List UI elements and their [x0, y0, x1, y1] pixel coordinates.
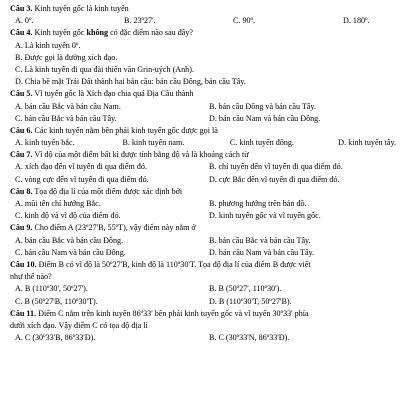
question-4-text-bold: không	[86, 28, 109, 38]
question-9-option-d[interactable]: D. bán cầu Nam và bán cầu Tây.	[209, 247, 315, 257]
question-10-option-d[interactable]: D. B (110º30'T, 50º27'B).	[209, 296, 292, 306]
question-4	[10, 27, 396, 39]
question-11	[10, 308, 396, 320]
question-6-option-b[interactable]: B. kinh tuyến nam.	[122, 138, 185, 148]
question-4-option-d[interactable]: D. Chia bề mặt Trái Đất thành hai bán cầu: bán cầu Đông, bán cầu Tây.	[15, 77, 246, 87]
question-10-options-row-1	[10, 283, 396, 295]
question-4-text-pre: Kinh tuyến gốc	[32, 28, 87, 38]
question-5-options-row-1	[10, 101, 396, 113]
question-10-label: Câu 10.	[10, 259, 37, 269]
question-7-options-row-2	[10, 174, 396, 186]
question-8-option-d[interactable]: D. kinh tuyến gốc và vĩ tuyến gốc.	[209, 211, 321, 221]
question-10	[10, 259, 396, 271]
question-11-option-a[interactable]: A. C (30º33'B, 86º33'Đ).	[15, 333, 96, 343]
question-3-option-c[interactable]: C. 90º.	[233, 16, 256, 26]
question-6-option-a[interactable]: A. kinh tuyến bắc.	[15, 138, 75, 148]
question-10-options-row-2	[10, 296, 396, 308]
question-6-option-d[interactable]: D. kinh tuyến tây.	[338, 138, 396, 148]
question-3-option-a[interactable]: A. 0º.	[15, 16, 34, 26]
question-8-options-row-2	[10, 210, 396, 222]
question-11-text-line-2: dưới xích đạo. Vậy điểm C có tọa độ địa lí	[10, 320, 148, 330]
question-6-label: Câu 6.	[10, 125, 33, 135]
question-9-options-row-2	[10, 247, 396, 259]
question-4-option-b[interactable]: B. Được gọi là đường xích đạo.	[15, 52, 118, 62]
question-7-text: Vĩ độ của một điểm bất kì được tính bằng độ và là khoảng cách từ	[32, 150, 249, 160]
question-5-options-row-2	[10, 113, 396, 125]
question-5-text: Vĩ tuyến gốc là Xích đạo chia quả Địa Cầu thành	[32, 89, 194, 99]
question-11-options-row-1	[10, 332, 396, 344]
question-7-option-a[interactable]: A. xích đạo đến vĩ tuyến đi qua điểm đó.	[15, 162, 147, 172]
question-7-option-c[interactable]: C. vòng cực đến vĩ tuyến đi qua điểm đó.	[15, 174, 149, 184]
question-10-option-c[interactable]: C. B (50º27'B, 110º30'T).	[15, 296, 98, 306]
question-4-label: Câu 4.	[10, 28, 33, 38]
question-6-option-c[interactable]: C. kinh tuyến đông.	[229, 138, 294, 148]
question-8-text: Tọa độ địa lí của một điểm được xác định bởi	[32, 186, 183, 196]
question-4-text-post: có đặc điểm nào sau đây?	[108, 28, 194, 38]
question-7-options-row-1	[10, 161, 396, 173]
question-9-option-b[interactable]: B. bán cầu Bắc và bán cầu Tây.	[209, 235, 311, 245]
question-4-option-a[interactable]: A. Là kinh tuyến 0º.	[15, 40, 81, 50]
question-7	[10, 149, 396, 161]
question-11-label: Câu 11.	[10, 308, 37, 318]
question-3-text: Kinh tuyến gốc là kinh tuyến	[32, 4, 129, 13]
question-8-label: Câu 8.	[10, 186, 33, 196]
question-9-option-c[interactable]: C. bán cầu Nam và bán cầu Đông.	[15, 247, 126, 257]
question-8-option-c[interactable]: C. kinh độ và vĩ độ của điểm đó.	[15, 211, 121, 221]
question-7-label: Câu 7.	[10, 150, 33, 160]
question-10-text-line-1: Điểm B có vĩ độ là 50º27'B, kinh độ là 110º30'T. Tọa độ địa lí của điểm B được viết	[36, 259, 311, 269]
question-5-option-d[interactable]: D. bán cầu Nam và bán cầu Đông.	[209, 113, 321, 123]
question-11-text-line-1: Điểm C nằm trên kinh tuyến 86º33' bên phải kinh tuyến gốc và vĩ tuyến 30º33' phía	[36, 308, 309, 318]
question-6-options	[10, 137, 396, 149]
question-8-option-a[interactable]: A. mũi tên chỉ hướng Bắc.	[15, 199, 101, 208]
question-3-options	[10, 15, 396, 27]
question-7-option-d[interactable]: D. cực Bắc đến vĩ tuyến đi qua điểm đó.	[209, 174, 340, 184]
question-11-option-b[interactable]: B. C (30º33'N, 86º33'Đ).	[209, 333, 290, 343]
question-8-option-b[interactable]: B. phương hướng trên bản đồ.	[209, 199, 307, 208]
question-6	[10, 125, 396, 137]
question-5-option-b[interactable]: B. bán cầu Đông và bán cầu Tây.	[209, 101, 316, 111]
question-9-text: Cho điểm A (23º27'B, 55ºT), vậy điểm này nằm ở	[32, 223, 196, 233]
question-5-option-a[interactable]: A. bán cầu Bắc và bán cầu Nam.	[15, 101, 121, 111]
question-5-label: Câu 5.	[10, 89, 33, 99]
question-6-text: Các kinh tuyến nằm bên phải kinh tuyến gốc được gọi là	[32, 125, 218, 135]
question-9-option-a[interactable]: A. bán cầu Bắc và bán cầu Đông.	[15, 235, 124, 245]
question-9	[10, 222, 396, 234]
question-3-option-b[interactable]: B. 23º27'.	[124, 16, 156, 26]
question-3	[10, 3, 396, 15]
question-10-text-line-2: như thế nào?	[10, 272, 52, 282]
question-3-option-d[interactable]: D. 180º.	[343, 16, 370, 26]
question-8	[10, 186, 396, 198]
question-5-option-c[interactable]: C. bán cầu Bắc và bán cầu Tây.	[15, 113, 117, 123]
question-3-label: Câu 3.	[10, 4, 33, 13]
question-10-option-b[interactable]: B. B (50º27', 110º30').	[209, 284, 282, 294]
question-5	[10, 88, 396, 100]
question-4-option-c[interactable]: C. Là kinh tuyến đi qua đài thiên văn Grin-uých (Anh).	[15, 64, 194, 74]
question-10-option-a[interactable]: A. B (110º30', 50º27').	[15, 284, 88, 294]
question-9-options-row-1	[10, 235, 396, 247]
question-9-label: Câu 9.	[10, 223, 33, 233]
question-8-options-row-1	[10, 198, 396, 210]
question-7-option-b[interactable]: B. chỉ tuyến đến vĩ tuyến đi qua điểm đó.	[209, 162, 343, 172]
